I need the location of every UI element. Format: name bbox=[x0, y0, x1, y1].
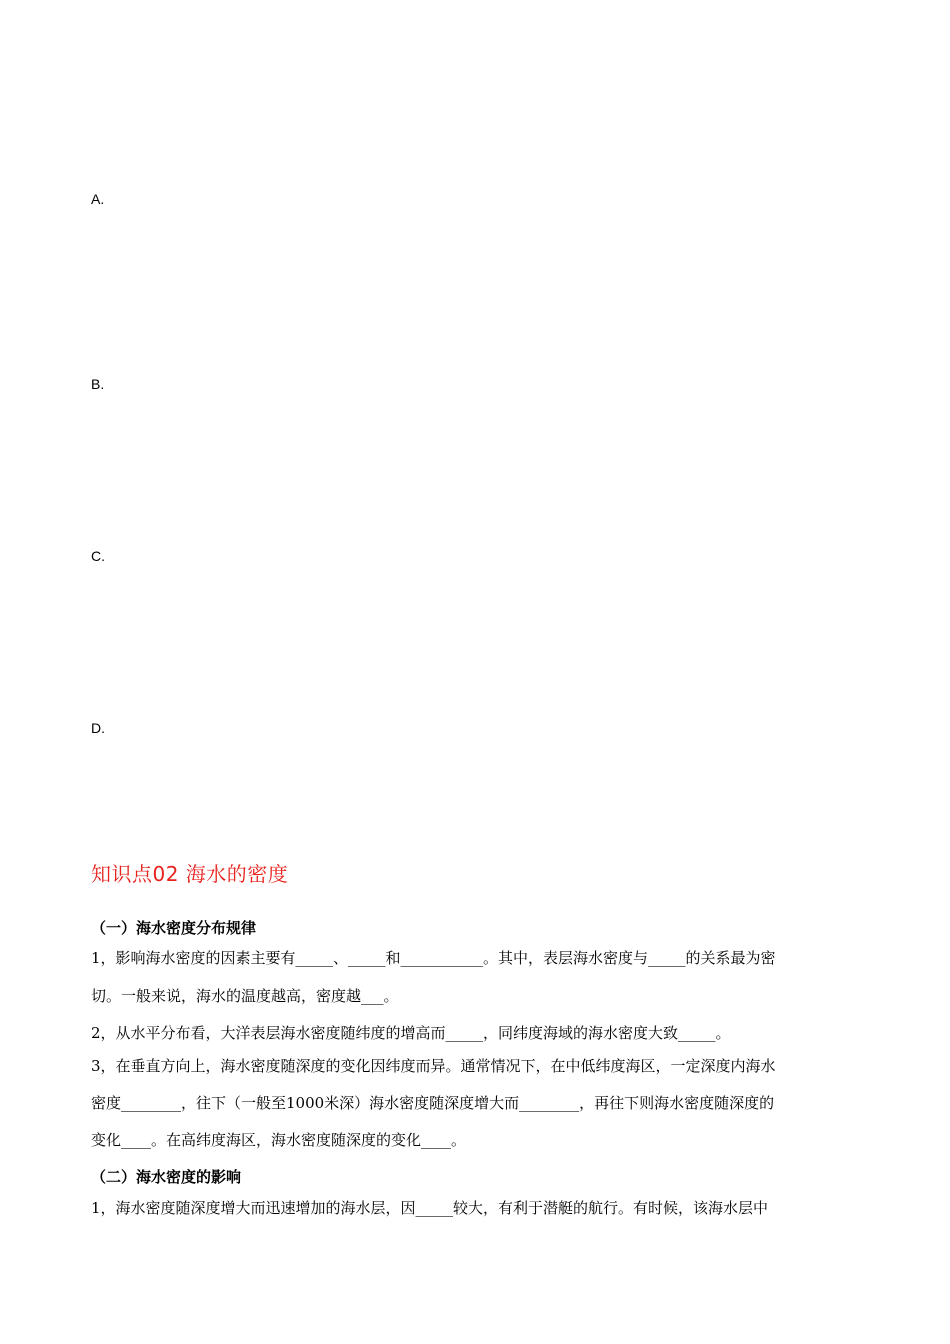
option-b-label: B. bbox=[91, 376, 105, 392]
section-title: 知识点02 海水的密度 bbox=[91, 862, 289, 886]
chart-d-svg bbox=[120, 652, 300, 792]
option-d-label: D. bbox=[91, 720, 105, 736]
paragraph-1-line-1: 1，影响海水密度的因素主要有_____、_____和___________。其中，表层海水密度与_____的关系最为密 bbox=[91, 949, 776, 967]
chart-b-svg bbox=[120, 315, 320, 460]
chart-c-svg bbox=[115, 468, 325, 628]
subheading-distribution: （一）海水密度分布规律 bbox=[91, 919, 257, 937]
paragraph-1-line-2: 切。一般来说，海水的温度越高，密度越___。 bbox=[91, 987, 399, 1005]
subheading-influence: （二）海水密度的影响 bbox=[91, 1168, 242, 1186]
chart-d bbox=[120, 652, 300, 792]
paragraph-2: 2，从水平分布看，大洋表层海水密度随纬度的增高而_____，同纬度海域的海水密度大致_____。 bbox=[91, 1024, 731, 1042]
chart-a-svg bbox=[115, 105, 365, 300]
paragraph-3-line-1: 3，在垂直方向上，海水密度随深度的变化因纬度而异。通常情况下，在中低纬度海区，一定深度内海水 bbox=[91, 1057, 776, 1075]
chart-c bbox=[115, 468, 325, 628]
paragraph-4-line-1: 1，海水密度随深度增大而迅速增加的海水层，因_____较大，有利于潜艇的航行。有时候，该海水层中 bbox=[91, 1199, 769, 1217]
paragraph-3-line-3: 变化____。在高纬度海区，海水密度随深度的变化____。 bbox=[91, 1131, 467, 1149]
paragraph-3-line-2: 密度________，往下（一般至1000米深）海水密度随深度增大而________，再往下则海水密度随深度的 bbox=[91, 1094, 775, 1112]
chart-a bbox=[115, 105, 365, 300]
option-c-label: C. bbox=[91, 548, 105, 564]
option-a-label: A. bbox=[91, 191, 105, 207]
chart-b bbox=[120, 315, 320, 460]
